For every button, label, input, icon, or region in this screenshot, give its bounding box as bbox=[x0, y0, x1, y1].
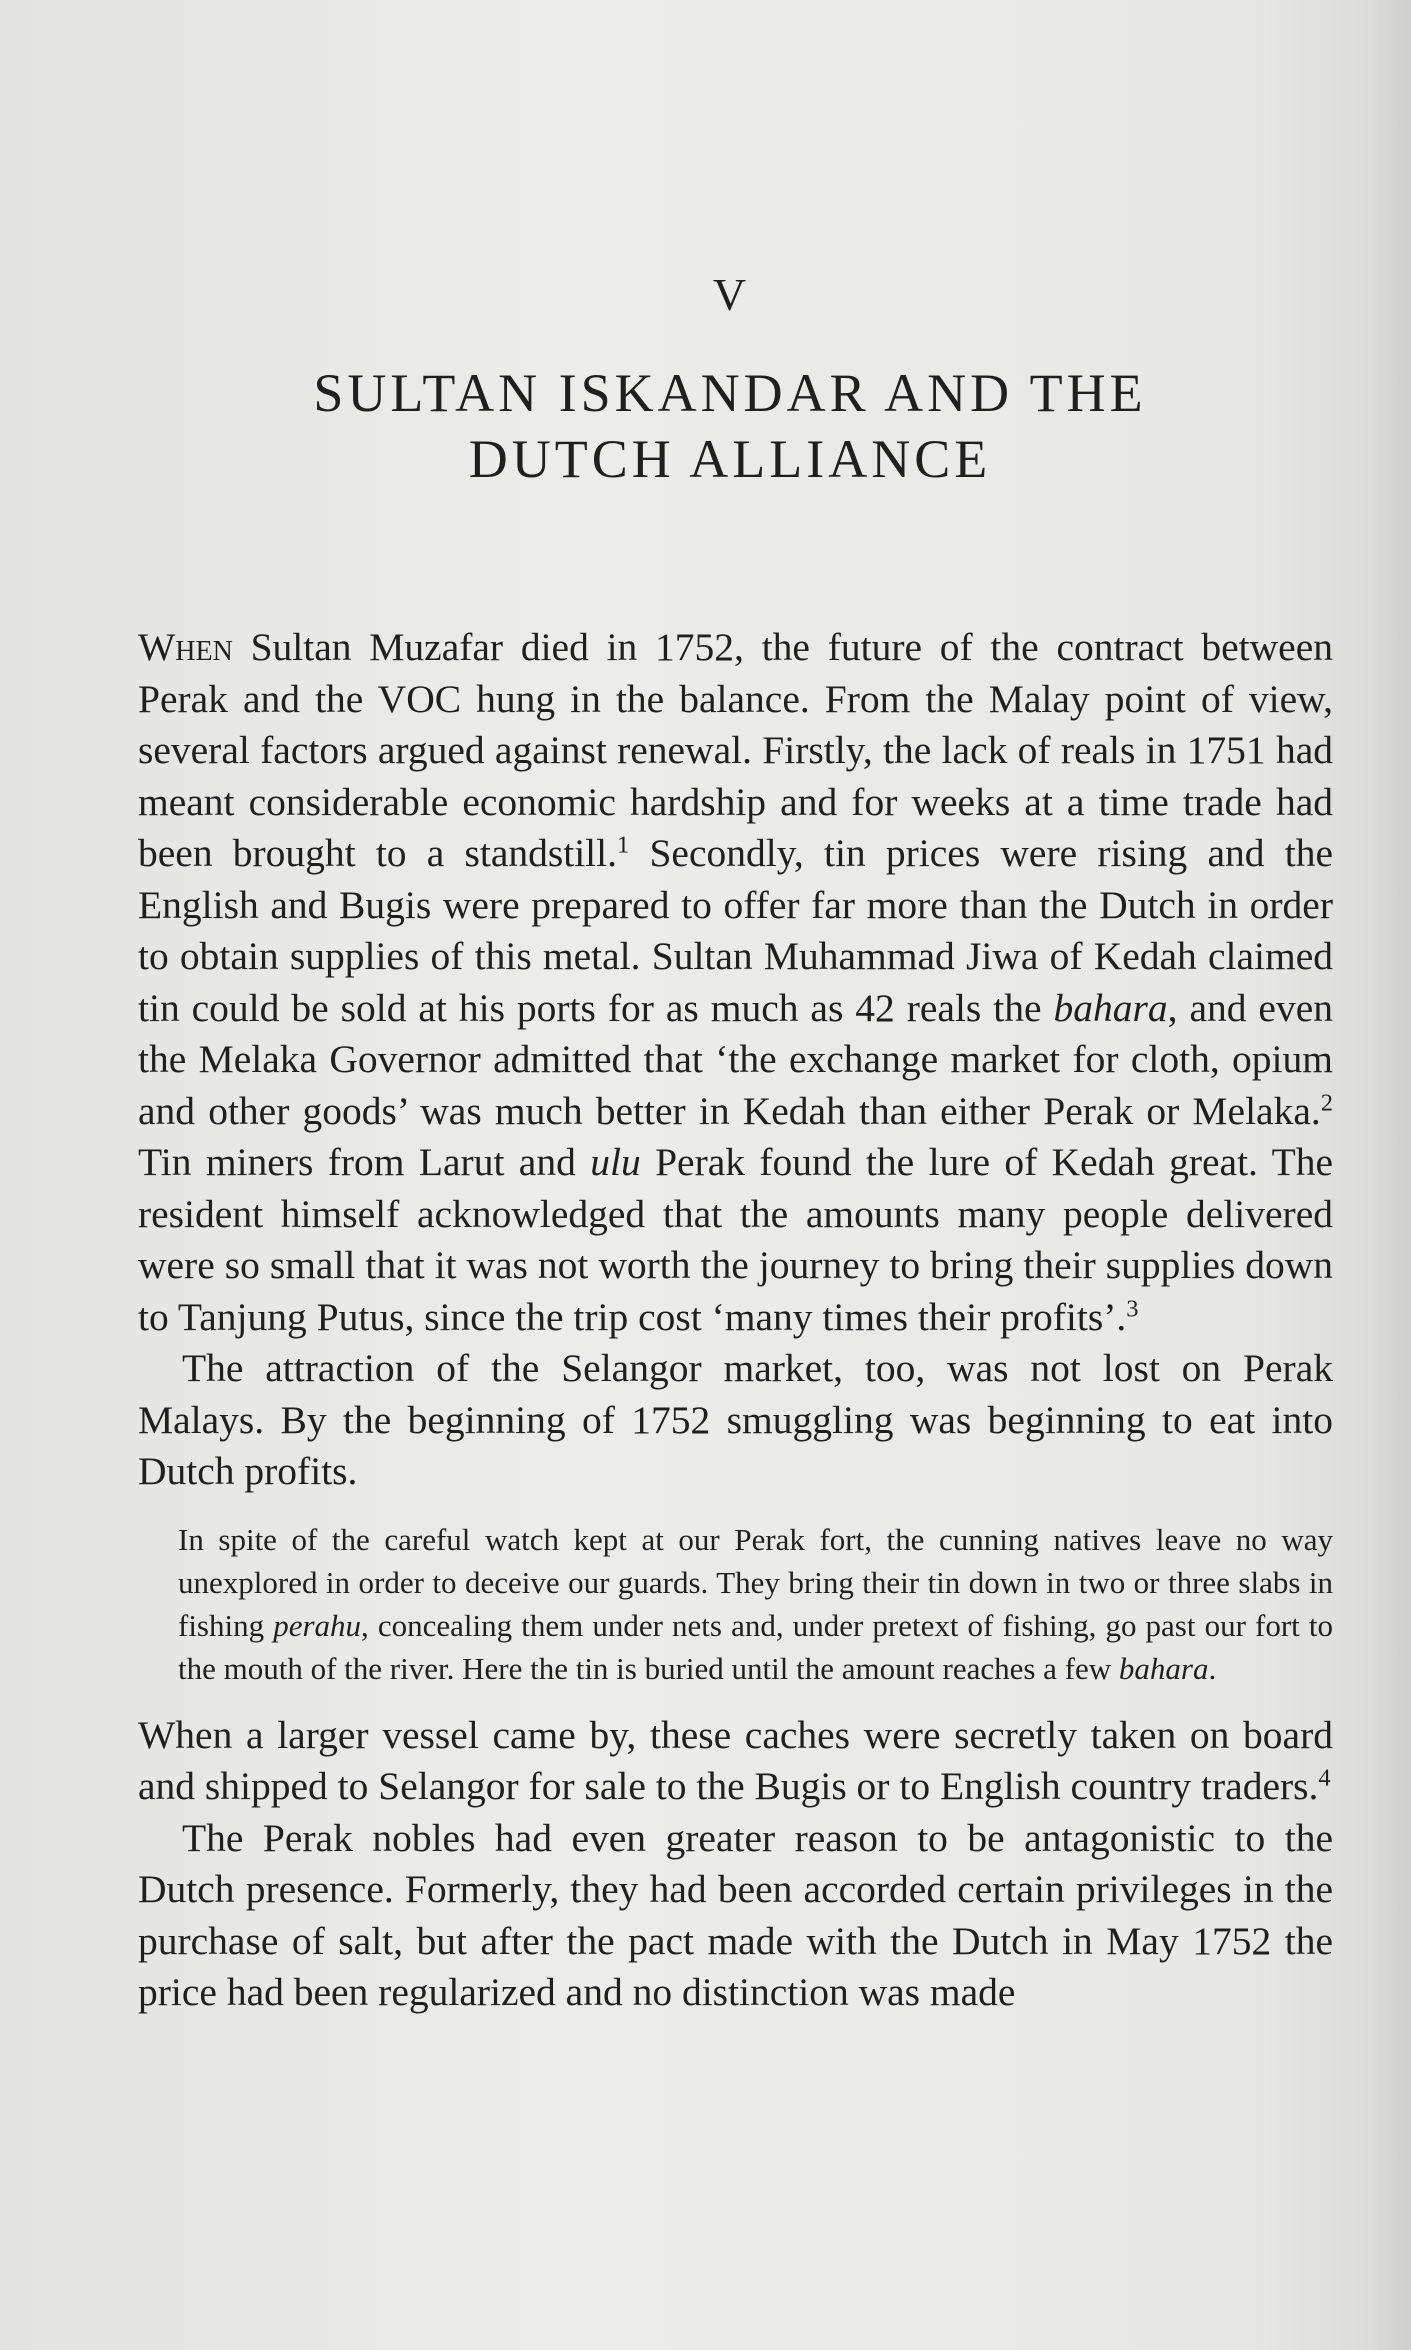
paragraph-4: The Perak nobles had even greater reason to be antagonistic to the Dutch presence. Formerly, they had been accorded certain privileges in the purchase of salt, but after the pact made with the Dutch in May 1752 the price had been regularized and no distinction was made bbox=[138, 1815, 1333, 2014]
lead-word: When bbox=[138, 625, 233, 669]
chapter-title bbox=[0, 360, 1411, 492]
paragraph-1: When Sultan Muzafar died in 1752, the future of the contract between Perak and the VOC hung in the balance. From the Malay point of view, several factors argued against renewal. Firstly, the lack of reals in 1751 had meant considerable economic hardship and for weeks at a time trade had been brought to a standstill.$^1$ Secondly, tin prices were rising and the English and Bugis were prepared to offer far more than the Dutch in order to obtain supplies of this metal. Sultan Muhammad Jiwa of Kedah claimed tin could be sold at his ports for as much as 42 reals the bahara, and even the Melaka Governor admitted that ‘the exchange market for cloth, opium and other goods’ was much better in Kedah than either Perak or Melaka.$^2$ Tin miners from Larut and ulu Perak found the lure of Kedah great. The resident himself acknowledged that the amounts many people delivered were so small that it was not worth the journey to bring their supplies down to Tanjung Putus, since the trip cost ‘many times their profits’.$^3$ bbox=[138, 625, 1333, 1339]
footnote-ref: 2 bbox=[1320, 1089, 1333, 1117]
chapter-title-line-2: DUTCH ALLIANCE bbox=[468, 429, 992, 489]
block-quote: In spite of the careful watch kept at our Perak fort, the cunning natives leave no way unexplored in order to deceive our guards. They bring their tin down in two or three slabs in fishing perahu, concealing them under nets and, under pretext of fishing, go past our fort to the mouth of the river. Here the tin is buried until the amount reaches a few bahara. bbox=[178, 1521, 1333, 1686]
paragraph-2: The attraction of the Selangor market, too, was not lost on Perak Malays. By the beginning of 1752 smuggling was beginning to eat into Dutch profits. bbox=[138, 1346, 1333, 1493]
paragraph-3: When a larger vessel came by, these caches were secretly taken on board and shipped to Selangor for sale to the Bugis or to English country traders.$^4$ bbox=[138, 1712, 1333, 1808]
footnote-ref: 1 bbox=[617, 831, 630, 859]
chapter-title-line-1: SULTAN ISKANDAR AND THE bbox=[313, 363, 1147, 423]
footnote-ref: 4 bbox=[1318, 1764, 1331, 1792]
body-text bbox=[138, 622, 1333, 2019]
chapter-number: V bbox=[712, 269, 748, 320]
footnote-ref: 3 bbox=[1126, 1295, 1139, 1323]
